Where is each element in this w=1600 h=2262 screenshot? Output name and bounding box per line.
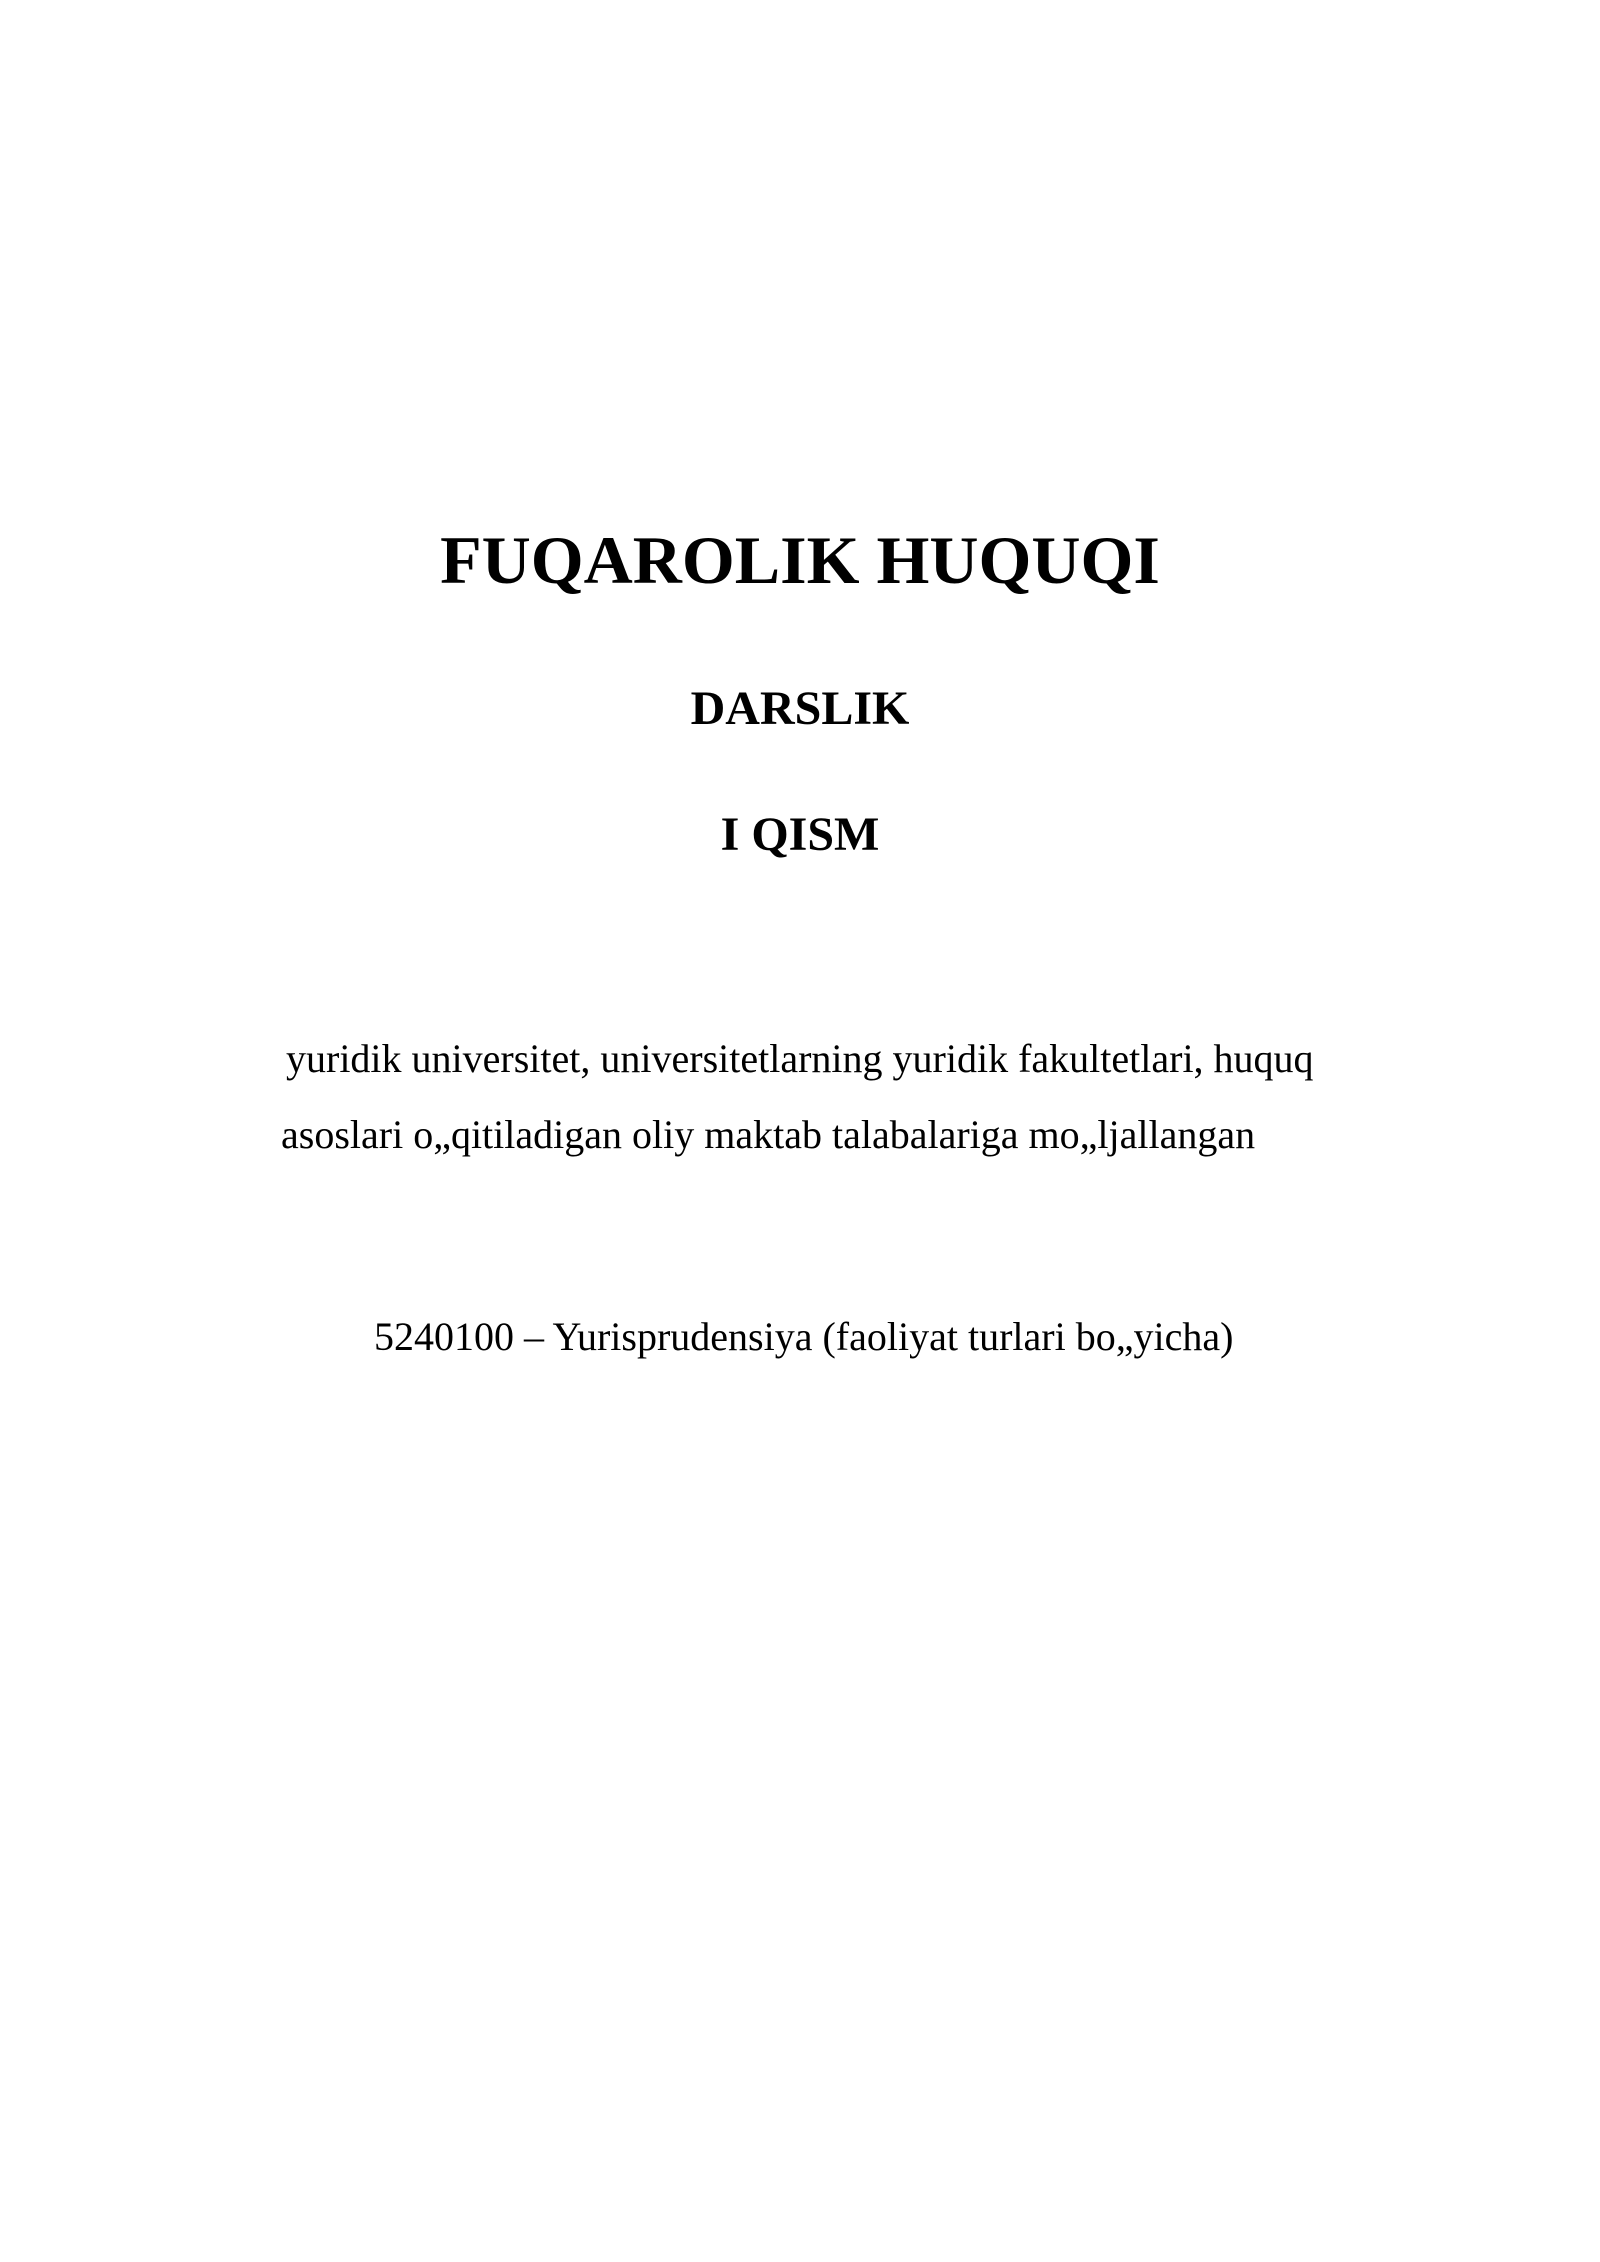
audience-line-2: asoslari o„qitiladigan oliy maktab talabalariga mo„ljallangan xyxy=(281,1112,1256,1157)
book-part: I QISM xyxy=(720,808,880,861)
book-title: FUQAROLIK HUQUQI xyxy=(440,522,1160,598)
specialty-code: 5240100 – Yurisprudensiya (faoliyat turlari bo„yicha) xyxy=(374,1314,1234,1359)
audience-line-1: yuridik universitet, universitetlarning yuridik fakultetlari, huquq xyxy=(286,1036,1314,1081)
book-type: DARSLIK xyxy=(690,682,910,735)
